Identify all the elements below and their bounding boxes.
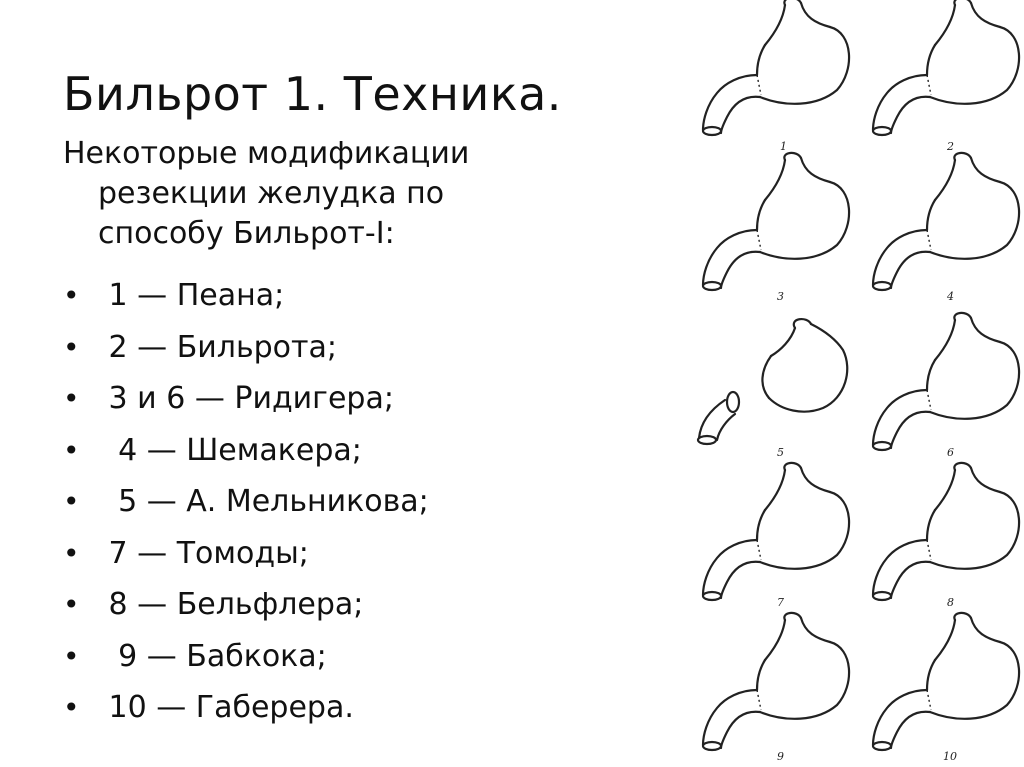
diagram-panel-6 [873,313,1019,459]
diagram-panel-7 [703,463,849,609]
bullet-icon: • [63,433,80,467]
bullet-icon: • [63,588,80,621]
list-item [63,270,429,322]
intro-text [63,134,623,254]
diagram-panel-10 [873,613,1019,763]
list-item-text: 9 — Бабкока; [99,638,327,674]
bullet-icon: • [63,382,80,415]
panel-number: 4 [947,290,954,303]
panel-number: 8 [947,596,954,609]
bullet-icon: • [63,536,80,570]
list-item [63,373,429,425]
intro-line: резекции желудка по [98,176,445,211]
stomach-resection-diagrams [685,0,1024,767]
bullet-icon: • [63,279,80,312]
list-item-text: 2 — Бильрота; [99,329,337,365]
modification-list [63,270,429,734]
panel-number: 6 [947,446,954,459]
bullet-icon: • [63,330,80,364]
slide-title: Бильрот 1. Техника. [63,67,562,121]
list-item-text: 10 — Габерера. [99,690,354,725]
list-item [63,528,429,580]
intro-line: способу Бильрот-I: [98,216,395,251]
panel-number: 7 [777,596,784,609]
list-item-text: 5 — А. Мельникова; [99,484,429,519]
list-item [63,322,429,374]
diagram-grid-svg [685,0,1024,767]
panel-number: 10 [943,750,957,763]
diagram-panel-3 [703,153,849,303]
panel-number: 9 [777,750,784,763]
list-item-text: 4 — Шемакера; [99,432,362,468]
diagram-panel-1 [703,0,849,153]
intro-line: Некоторые модификации [63,136,470,171]
list-item [63,682,429,734]
diagram-panel-8 [873,463,1019,609]
panel-number: 5 [777,446,784,459]
diagram-panel-2 [873,0,1019,153]
list-item [63,631,429,683]
panel-number: 1 [780,140,787,153]
diagram-panel-5 [698,319,847,459]
list-item [63,425,429,477]
bullet-icon: • [63,639,80,673]
list-item [63,579,429,631]
panel-number: 2 [947,140,954,153]
list-item-text: 8 — Бельфлера; [99,587,364,622]
diagram-panel-9 [703,613,849,763]
panel-number: 3 [777,290,784,303]
bullet-icon: • [63,485,80,518]
bullet-icon: • [63,691,80,724]
list-item [63,476,429,528]
list-item-text: 3 и 6 — Ридигера; [99,381,394,416]
list-item-text: 7 — Томоды; [99,535,309,571]
list-item-text: 1 — Пеана; [99,278,285,313]
diagram-panel-4 [873,153,1019,303]
